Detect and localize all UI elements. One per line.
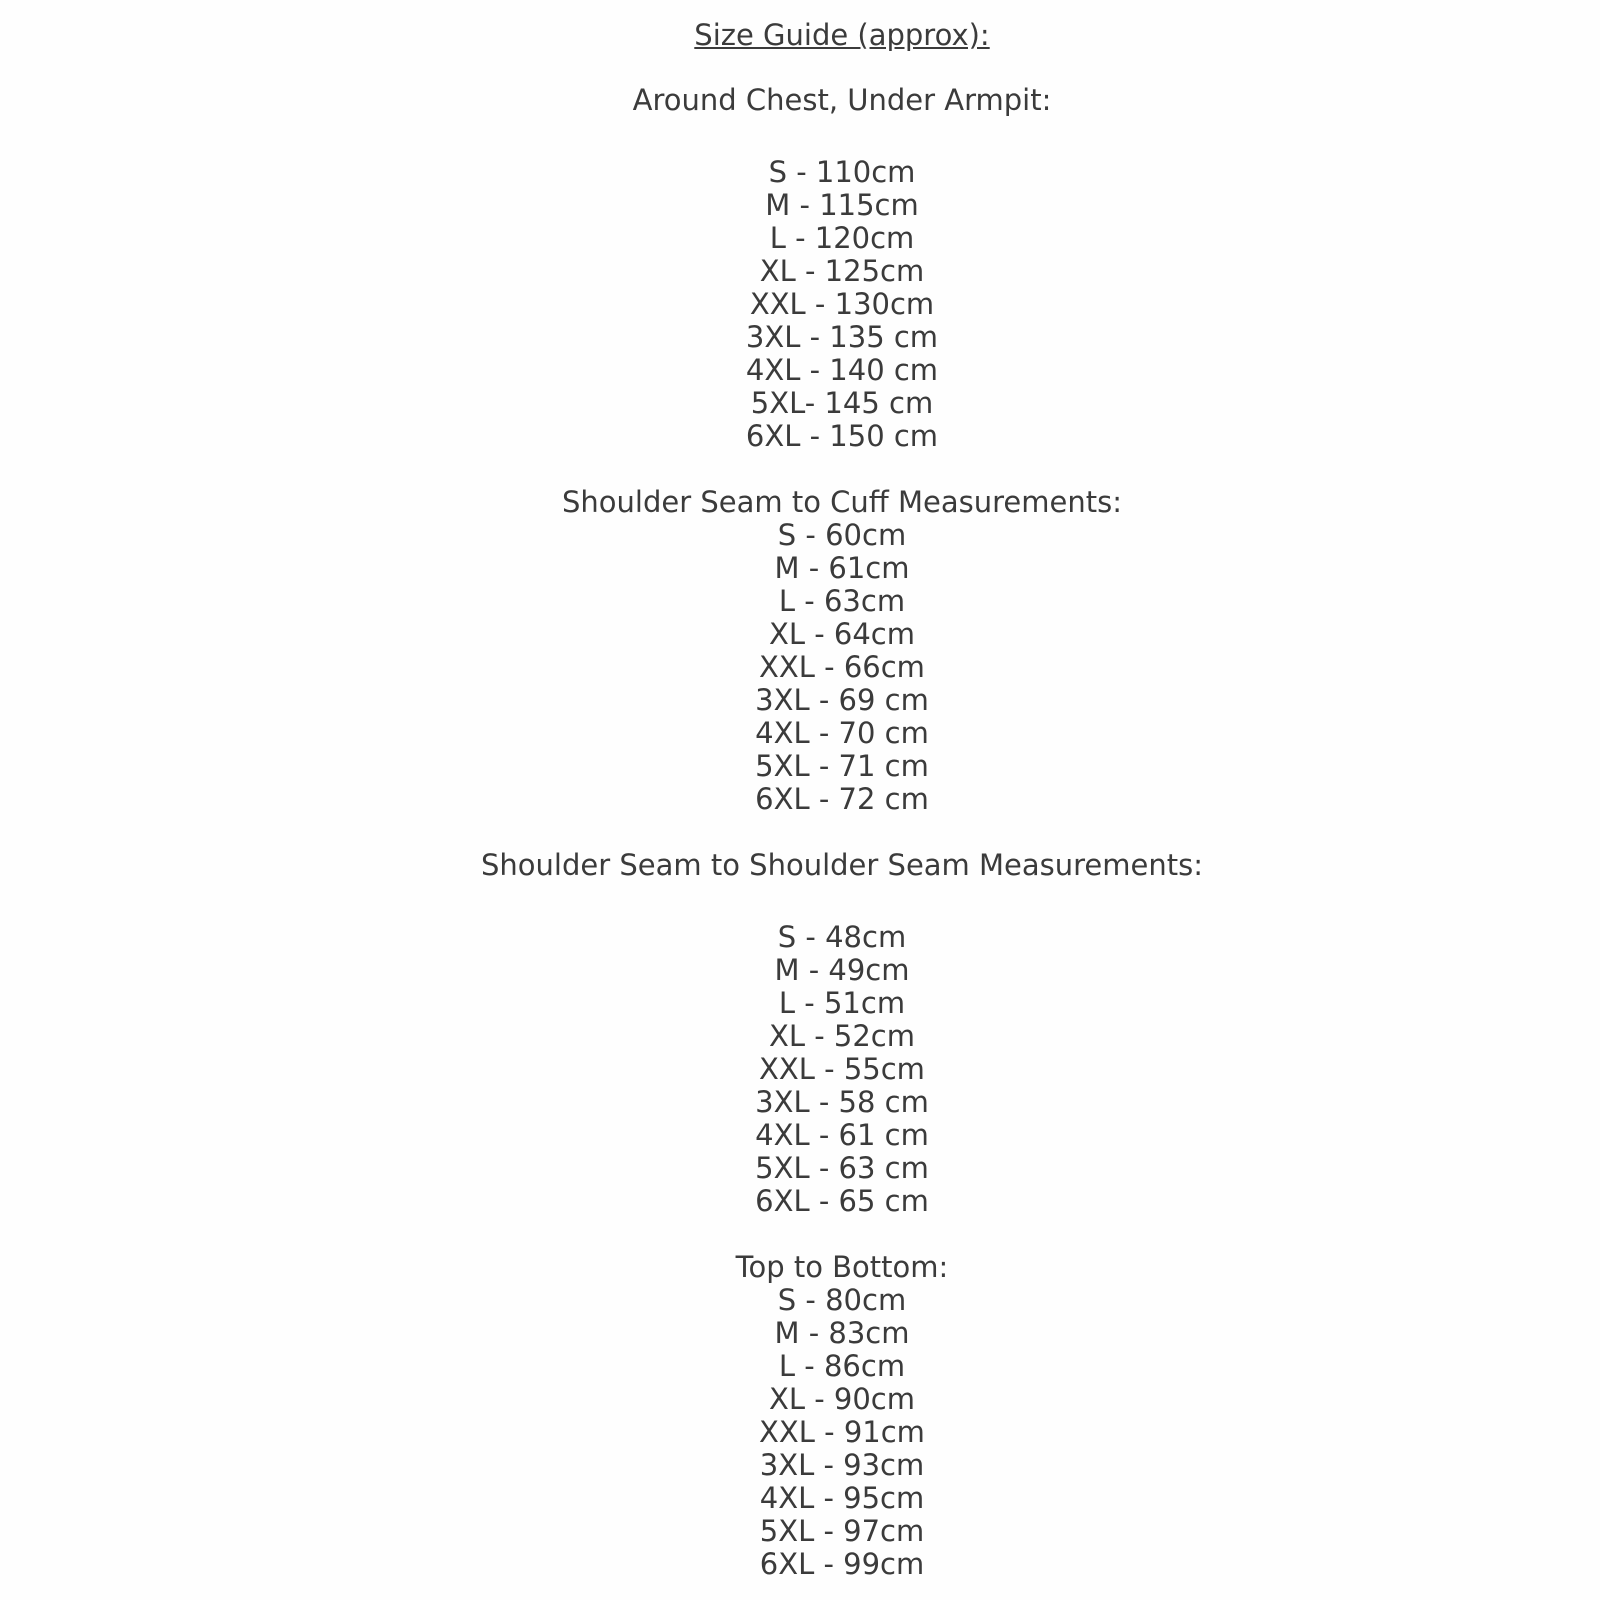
- size-row: 3XL - 69 cm: [755, 683, 929, 717]
- section-heading: Shoulder Seam to Shoulder Seam Measurements:: [481, 848, 1203, 882]
- size-row: M - 61cm: [774, 551, 910, 585]
- size-list: [84, 1284, 1600, 1581]
- size-row: S - 48cm: [777, 920, 907, 954]
- size-row: XXL - 55cm: [759, 1052, 925, 1086]
- size-guide-sections: [84, 84, 1600, 1581]
- size-row: 3XL - 93cm: [759, 1448, 925, 1482]
- size-row: 3XL - 58 cm: [755, 1085, 929, 1119]
- size-row: L - 120cm: [769, 221, 915, 255]
- size-row: 5XL - 71 cm: [755, 749, 929, 783]
- page-title: Size Guide (approx):: [694, 18, 990, 52]
- size-row: 3XL - 135 cm: [745, 320, 939, 354]
- size-row: 5XL- 145 cm: [750, 386, 934, 420]
- size-list: [84, 519, 1600, 816]
- size-list: [84, 156, 1600, 453]
- size-row: S - 110cm: [768, 155, 916, 189]
- size-list: [84, 921, 1600, 1218]
- size-row: XXL - 91cm: [759, 1415, 925, 1449]
- size-row: 4XL - 70 cm: [755, 716, 929, 750]
- size-row: XXL - 130cm: [749, 287, 935, 321]
- size-row: 5XL - 63 cm: [755, 1151, 929, 1185]
- size-row: 6XL - 99cm: [759, 1547, 925, 1581]
- size-row: XL - 125cm: [759, 254, 925, 288]
- section-heading: Top to Bottom:: [735, 1250, 949, 1284]
- section-heading: Shoulder Seam to Cuff Measurements:: [562, 485, 1122, 519]
- size-row: L - 63cm: [778, 584, 906, 618]
- size-row: XL - 90cm: [768, 1382, 916, 1416]
- size-row: L - 86cm: [778, 1349, 906, 1383]
- size-row: 6XL - 65 cm: [755, 1184, 929, 1218]
- size-section: [84, 84, 1600, 453]
- size-row: 6XL - 72 cm: [755, 782, 929, 816]
- size-row: 4XL - 95cm: [759, 1481, 925, 1515]
- size-row: XL - 64cm: [768, 617, 916, 651]
- size-row: 5XL - 97cm: [759, 1514, 925, 1548]
- size-row: 4XL - 61 cm: [755, 1118, 929, 1152]
- size-row: S - 60cm: [777, 518, 907, 552]
- size-row: 6XL - 150 cm: [745, 419, 939, 453]
- size-row: XL - 52cm: [768, 1019, 916, 1053]
- size-section: [84, 849, 1600, 1218]
- size-row: XXL - 66cm: [759, 650, 925, 684]
- size-row: M - 83cm: [774, 1316, 910, 1350]
- size-section: [84, 1251, 1600, 1581]
- size-row: L - 51cm: [778, 986, 906, 1020]
- size-row: M - 49cm: [774, 953, 910, 987]
- size-row: 4XL - 140 cm: [745, 353, 939, 387]
- size-row: S - 80cm: [777, 1283, 907, 1317]
- size-row: M - 115cm: [765, 188, 919, 222]
- section-heading: Around Chest, Under Armpit:: [632, 83, 1052, 117]
- size-section: [84, 486, 1600, 816]
